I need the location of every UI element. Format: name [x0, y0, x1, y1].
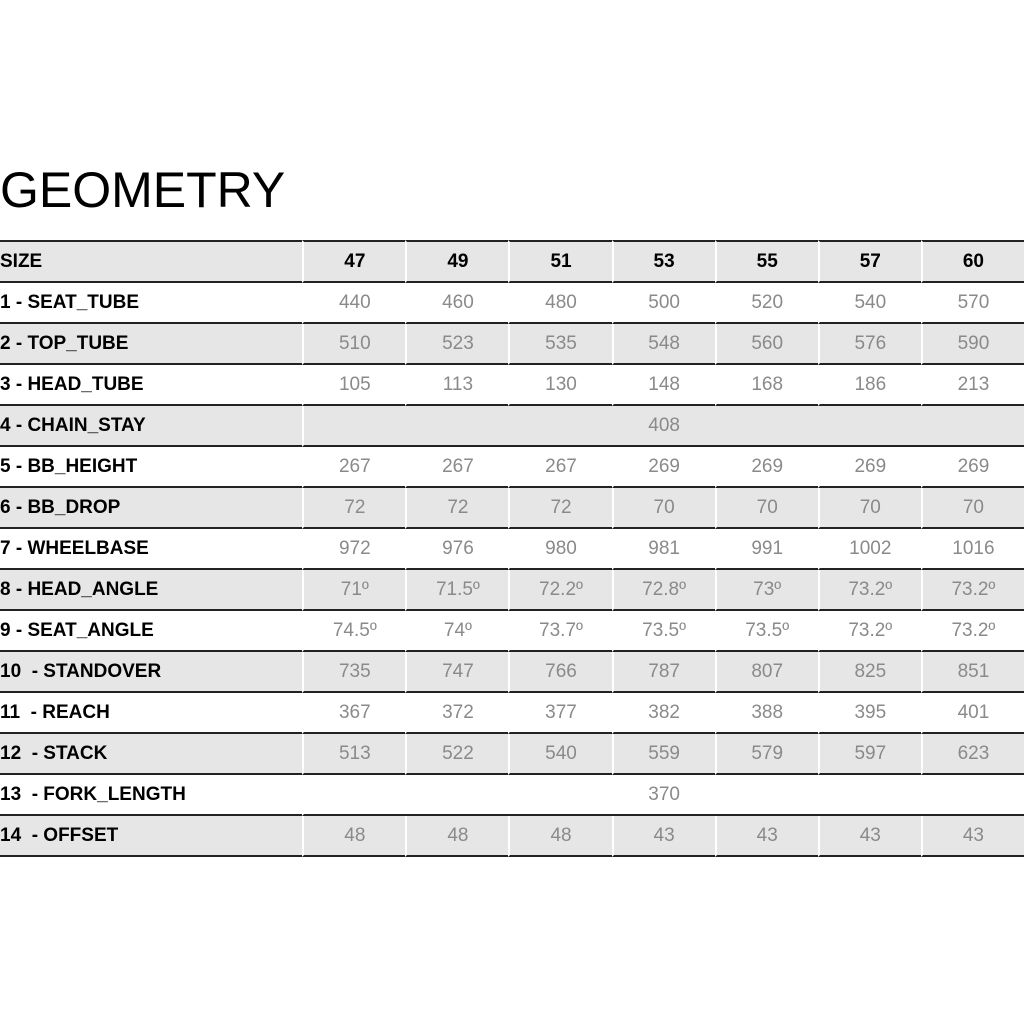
size-column-header: 55	[715, 240, 818, 283]
size-column-header: 47	[302, 240, 405, 283]
value-cell: 213	[921, 365, 1024, 406]
row-label: 13 - FORK_LENGTH	[0, 775, 302, 816]
value-cell: 267	[405, 447, 508, 488]
value-cell: 579	[715, 734, 818, 775]
value-cell: 267	[508, 447, 611, 488]
value-cell: 540	[818, 283, 921, 324]
value-cell: 48	[302, 816, 405, 857]
row-label: 1 - SEAT_TUBE	[0, 283, 302, 324]
row-label: 5 - BB_HEIGHT	[0, 447, 302, 488]
value-cell: 972	[302, 529, 405, 570]
value-cell: 73.2º	[818, 611, 921, 652]
value-cell: 168	[715, 365, 818, 406]
row-label: 7 - WHEELBASE	[0, 529, 302, 570]
value-cell: 1016	[921, 529, 1024, 570]
value-cell: 548	[612, 324, 715, 365]
value-cell: 540	[508, 734, 611, 775]
value-cell: 43	[921, 816, 1024, 857]
value-cell: 597	[818, 734, 921, 775]
row-label: 8 - HEAD_ANGLE	[0, 570, 302, 611]
row-label: 2 - TOP_TUBE	[0, 324, 302, 365]
row-label: 3 - HEAD_TUBE	[0, 365, 302, 406]
value-cell: 113	[405, 365, 508, 406]
value-cell: 976	[405, 529, 508, 570]
size-column-header: 49	[405, 240, 508, 283]
table-row	[0, 365, 1024, 406]
table-row	[0, 324, 1024, 365]
value-cell: 73.2º	[818, 570, 921, 611]
table-row	[0, 611, 1024, 652]
table-row	[0, 529, 1024, 570]
row-label: 6 - BB_DROP	[0, 488, 302, 529]
row-label: 12 - STACK	[0, 734, 302, 775]
value-cell: 735	[302, 652, 405, 693]
table-row	[0, 283, 1024, 324]
row-label: 10 - STANDOVER	[0, 652, 302, 693]
row-label: 4 - CHAIN_STAY	[0, 406, 302, 447]
value-cell: 267	[302, 447, 405, 488]
value-cell: 269	[715, 447, 818, 488]
value-cell: 130	[508, 365, 611, 406]
page-title: GEOMETRY	[0, 162, 286, 218]
table-header-row	[0, 240, 1024, 283]
value-cell: 70	[715, 488, 818, 529]
value-cell: 590	[921, 324, 1024, 365]
value-cell: 70	[612, 488, 715, 529]
value-cell: 70	[921, 488, 1024, 529]
value-cell: 372	[405, 693, 508, 734]
value-cell: 74º	[405, 611, 508, 652]
table-row	[0, 652, 1024, 693]
value-cell: 72.8º	[612, 570, 715, 611]
value-cell: 522	[405, 734, 508, 775]
value-cell: 72	[508, 488, 611, 529]
value-cell: 807	[715, 652, 818, 693]
value-cell: 73.7º	[508, 611, 611, 652]
value-cell: 73º	[715, 570, 818, 611]
size-column-header: 53	[612, 240, 715, 283]
value-cell: 395	[818, 693, 921, 734]
value-cell: 73.5º	[715, 611, 818, 652]
value-cell: 48	[508, 816, 611, 857]
table-row	[0, 447, 1024, 488]
size-column-header: 60	[921, 240, 1024, 283]
value-cell: 747	[405, 652, 508, 693]
value-cell: 1002	[818, 529, 921, 570]
value-cell: 43	[612, 816, 715, 857]
table-row	[0, 406, 1024, 447]
value-cell: 535	[508, 324, 611, 365]
geometry-table	[0, 240, 1024, 857]
value-cell: 401	[921, 693, 1024, 734]
value-cell: 269	[921, 447, 1024, 488]
value-cell: 73.2º	[921, 570, 1024, 611]
value-cell: 766	[508, 652, 611, 693]
value-cell: 70	[818, 488, 921, 529]
row-label: 14 - OFFSET	[0, 816, 302, 857]
value-cell: 71.5º	[405, 570, 508, 611]
value-cell: 377	[508, 693, 611, 734]
merged-value-cell: 370	[302, 775, 1024, 816]
value-cell: 510	[302, 324, 405, 365]
value-cell: 991	[715, 529, 818, 570]
value-cell: 73.2º	[921, 611, 1024, 652]
value-cell: 43	[818, 816, 921, 857]
value-cell: 520	[715, 283, 818, 324]
value-cell: 105	[302, 365, 405, 406]
value-cell: 440	[302, 283, 405, 324]
value-cell: 367	[302, 693, 405, 734]
value-cell: 43	[715, 816, 818, 857]
value-cell: 480	[508, 283, 611, 324]
value-cell: 460	[405, 283, 508, 324]
value-cell: 186	[818, 365, 921, 406]
row-label: 11 - REACH	[0, 693, 302, 734]
value-cell: 72	[302, 488, 405, 529]
table-row	[0, 488, 1024, 529]
value-cell: 500	[612, 283, 715, 324]
value-cell: 851	[921, 652, 1024, 693]
value-cell: 72.2º	[508, 570, 611, 611]
value-cell: 71º	[302, 570, 405, 611]
value-cell: 48	[405, 816, 508, 857]
value-cell: 825	[818, 652, 921, 693]
size-column-header: 51	[508, 240, 611, 283]
value-cell: 513	[302, 734, 405, 775]
value-cell: 623	[921, 734, 1024, 775]
value-cell: 560	[715, 324, 818, 365]
value-cell: 382	[612, 693, 715, 734]
table-row	[0, 693, 1024, 734]
merged-value-cell: 408	[302, 406, 1024, 447]
value-cell: 523	[405, 324, 508, 365]
value-cell: 787	[612, 652, 715, 693]
value-cell: 74.5º	[302, 611, 405, 652]
table-row	[0, 775, 1024, 816]
value-cell: 148	[612, 365, 715, 406]
value-cell: 559	[612, 734, 715, 775]
table-row	[0, 816, 1024, 857]
value-cell: 980	[508, 529, 611, 570]
value-cell: 576	[818, 324, 921, 365]
row-label: 9 - SEAT_ANGLE	[0, 611, 302, 652]
table-row	[0, 734, 1024, 775]
value-cell: 72	[405, 488, 508, 529]
value-cell: 73.5º	[612, 611, 715, 652]
value-cell: 269	[612, 447, 715, 488]
size-header-label: SIZE	[0, 240, 302, 283]
value-cell: 570	[921, 283, 1024, 324]
value-cell: 981	[612, 529, 715, 570]
value-cell: 269	[818, 447, 921, 488]
value-cell: 388	[715, 693, 818, 734]
table-row	[0, 570, 1024, 611]
size-column-header: 57	[818, 240, 921, 283]
